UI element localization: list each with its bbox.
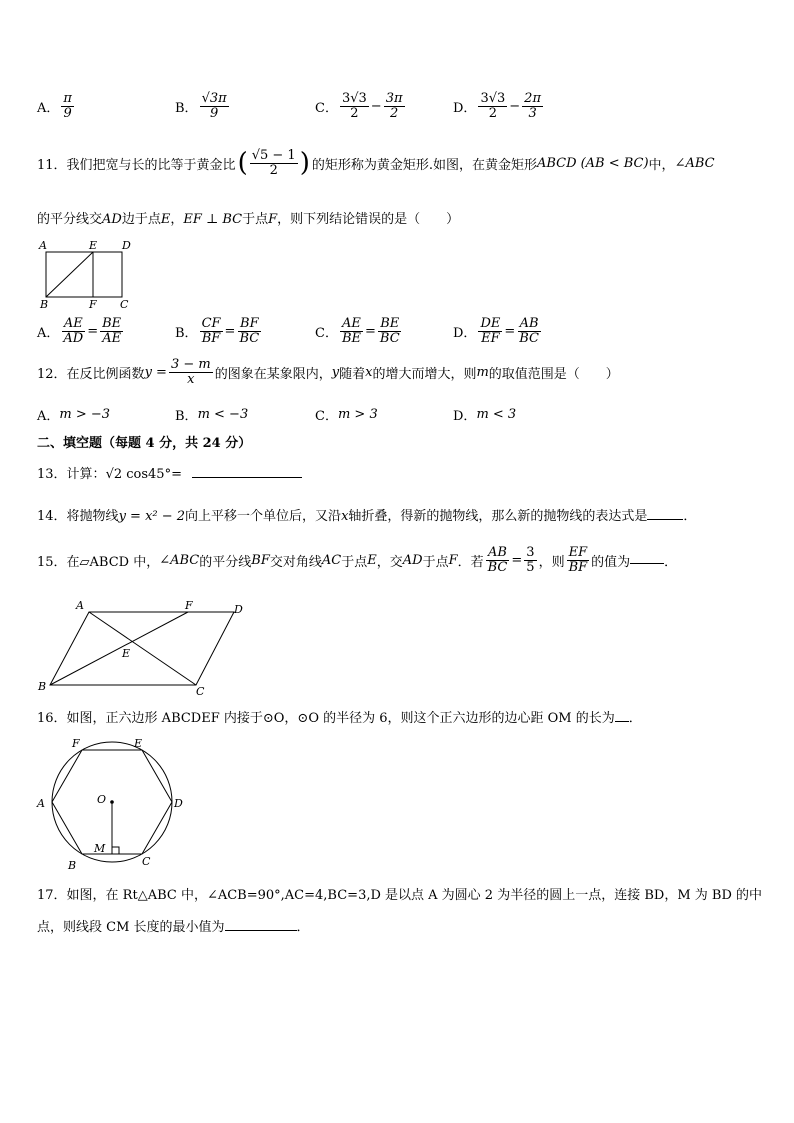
fraction: $\frac{BE}{AE}$ bbox=[102, 316, 122, 346]
option-letter: D． bbox=[453, 325, 477, 341]
segment-bf bbox=[50, 612, 188, 685]
question-number: 17． bbox=[37, 888, 67, 903]
q16-line bbox=[37, 707, 642, 726]
q10-option-c[interactable] bbox=[315, 92, 407, 120]
option-letter: B． bbox=[175, 409, 198, 424]
option-letter: A． bbox=[37, 325, 60, 341]
q15-line bbox=[37, 546, 677, 574]
option-fraction: $\frac{√3\pi}{9}$ bbox=[201, 91, 227, 121]
math-var: x bbox=[365, 364, 373, 380]
question-text: ． bbox=[628, 711, 642, 726]
fraction: $\frac{BE}{BC}$ bbox=[379, 316, 400, 346]
question-number: 11． bbox=[37, 157, 67, 173]
question-text: 轴折叠，得新的抛物线，那么新的抛物线的表达式是 bbox=[348, 509, 648, 524]
label-m: M bbox=[94, 842, 106, 855]
label-e: E bbox=[122, 647, 131, 660]
segment-be bbox=[46, 252, 93, 297]
option-letter: D． bbox=[453, 409, 477, 424]
option-value: m < 3 bbox=[476, 407, 517, 422]
question-text: 的值为 bbox=[591, 554, 631, 570]
question-text: 如图，正六边形 ABCDEF 内接于⊙O，⊙O 的半径为 6，则这个正六边形的边心距 OM 的长为 bbox=[66, 711, 615, 726]
q15-figure-parallelogram bbox=[36, 598, 256, 698]
q17-line1 bbox=[37, 884, 762, 903]
label-a: A bbox=[39, 239, 47, 252]
label-c: C bbox=[142, 855, 151, 868]
question-text: 于点 bbox=[422, 554, 449, 570]
q11-line2 bbox=[37, 208, 459, 227]
center-dot bbox=[110, 800, 114, 804]
math-seg: AD bbox=[402, 552, 423, 568]
paren-left: ( bbox=[237, 148, 248, 178]
math-f: F bbox=[268, 212, 278, 227]
fraction: $\frac{BF}{BC}$ bbox=[239, 316, 260, 346]
fraction: $\frac{AE}{BE}$ bbox=[341, 316, 361, 346]
golden-ratio: $\frac{√5 - 1}{2}$ bbox=[251, 147, 296, 178]
math-var: x bbox=[341, 509, 349, 524]
question-text: 的矩形称为黄金矩形.如图，在黄金矩形 bbox=[311, 157, 537, 173]
diagonal-ac bbox=[89, 612, 196, 685]
question-text: 在▱ABCD 中， bbox=[66, 554, 160, 570]
question-number: 13． bbox=[37, 467, 67, 482]
question-text: 我们把宽与长的比等于黄金比 bbox=[66, 157, 236, 173]
q10-option-b[interactable] bbox=[175, 92, 231, 120]
question-text: 如图，在 Rt△ABC 中，∠ACB=90°,AC=4,BC=3,D 是以点 A 为圆心 2 为半径的圆上一点，连接 BD，M 为 BD 的中 bbox=[66, 888, 763, 903]
math-rect: ABCD bbox=[537, 155, 577, 171]
paren-right: ) bbox=[299, 148, 310, 178]
label-d: D bbox=[234, 603, 243, 616]
question-text: 于点 bbox=[341, 554, 368, 570]
question-text: ， bbox=[170, 212, 184, 227]
math-seg: BF bbox=[251, 552, 270, 568]
label-d: D bbox=[174, 797, 183, 810]
answer-blank[interactable] bbox=[192, 477, 302, 478]
section-title: 二、填空题（每题 4 分，共 24 分） bbox=[37, 436, 252, 451]
label-c: C bbox=[120, 298, 129, 310]
math-y: y = bbox=[144, 364, 167, 380]
option-fraction: $\frac{2\pi}{3}$ bbox=[524, 91, 541, 121]
question-text: ，交 bbox=[376, 554, 403, 570]
math-equation: y = x² − 2 bbox=[118, 509, 186, 524]
answer-blank[interactable] bbox=[615, 721, 629, 722]
label-a: A bbox=[76, 599, 84, 612]
label-o: O bbox=[97, 793, 107, 806]
minus: − bbox=[370, 98, 382, 114]
answer-blank[interactable] bbox=[630, 563, 664, 564]
label-c: C bbox=[196, 685, 205, 698]
fraction: $\frac{AB}{BC}$ bbox=[487, 545, 508, 575]
q12-option-b[interactable] bbox=[175, 405, 248, 424]
question-text: 交对角线 bbox=[269, 554, 322, 570]
math-expression: √2 cos45°= bbox=[105, 467, 182, 482]
math-perp: EF ⊥ BC bbox=[183, 212, 243, 227]
question-text: 向上平移一个单位后，又沿 bbox=[185, 509, 342, 524]
question-text: ．若 bbox=[457, 554, 484, 570]
q16-figure-hexagon bbox=[34, 734, 194, 874]
q14-line bbox=[37, 505, 696, 524]
label-e: E bbox=[89, 239, 98, 252]
question-text: 点，则线段 CM 长度的最小值为 bbox=[37, 920, 225, 935]
label-f: F bbox=[89, 298, 97, 310]
label-e: E bbox=[134, 737, 143, 750]
question-text: 的取值范围是（ ） bbox=[488, 366, 619, 382]
math-var: y bbox=[331, 364, 340, 380]
q11-option-a[interactable]: A． $\frac{AE}{AD}$ = $\frac{BE}{AE}$ bbox=[37, 316, 122, 346]
fraction: $\frac{3}{5}$ bbox=[526, 545, 535, 575]
question-text: 将抛物线 bbox=[66, 509, 119, 524]
option-fraction: $\frac{3\pi}{2}$ bbox=[385, 91, 403, 121]
q11-line1 bbox=[37, 148, 715, 178]
math-point: F bbox=[448, 552, 458, 568]
math-point: E bbox=[367, 552, 377, 568]
rectangle-abcd bbox=[46, 252, 122, 297]
fraction: $\frac{AE}{AD}$ bbox=[63, 316, 84, 346]
answer-blank[interactable] bbox=[647, 519, 683, 520]
answer-blank[interactable] bbox=[225, 930, 297, 931]
option-letter: C． bbox=[315, 409, 338, 424]
label-b: B bbox=[38, 680, 47, 693]
label-b: B bbox=[40, 298, 49, 310]
option-letter: C． bbox=[315, 100, 338, 116]
option-letter: B． bbox=[175, 100, 198, 116]
minus: − bbox=[509, 98, 521, 114]
option-letter: A． bbox=[37, 100, 60, 116]
label-d: D bbox=[122, 239, 131, 252]
option-fraction: $\frac{3√3}{2}$ bbox=[341, 91, 367, 121]
question-text: ． bbox=[296, 920, 310, 935]
question-number: 15． bbox=[37, 554, 67, 570]
fraction: $\frac{DE}{EF}$ bbox=[480, 316, 501, 346]
question-text: 于点 bbox=[242, 212, 269, 227]
fraction: $\frac{3 - m}{x}$ bbox=[170, 357, 211, 387]
math-ad: AD bbox=[102, 212, 122, 227]
q11-option-b[interactable]: B． $\frac{CF}{BF}$ = $\frac{BF}{BC}$ bbox=[175, 316, 260, 346]
option-fraction: $\frac{\pi}{9}$ bbox=[63, 91, 72, 121]
question-text: ． bbox=[664, 554, 678, 570]
q11-option-c[interactable]: C． $\frac{AE}{BE}$ = $\frac{BE}{BC}$ bbox=[315, 316, 400, 346]
label-f: F bbox=[72, 737, 80, 750]
label-a: A bbox=[37, 797, 45, 810]
option-letter: D． bbox=[453, 100, 477, 116]
question-text: 边于点 bbox=[121, 212, 161, 227]
q11-figure-golden-rectangle bbox=[36, 238, 136, 310]
math-angle: ∠ABC bbox=[674, 155, 715, 171]
option-letter: A． bbox=[37, 409, 60, 424]
question-text: 中， bbox=[648, 157, 675, 173]
q12-option-d[interactable] bbox=[453, 405, 516, 424]
question-number: 12． bbox=[37, 366, 67, 382]
q10-option-d[interactable] bbox=[453, 92, 545, 120]
q13-line bbox=[37, 463, 302, 482]
question-text: ． bbox=[683, 509, 697, 524]
option-value: m > 3 bbox=[337, 407, 378, 422]
question-text: 的平分线交 bbox=[37, 212, 103, 227]
q11-option-d[interactable]: D． $\frac{DE}{EF}$ = $\frac{AB}{BC}$ bbox=[453, 316, 540, 346]
question-text: 的图象在某象限内， bbox=[214, 366, 332, 382]
question-text: 的平分线 bbox=[199, 554, 252, 570]
fraction: $\frac{EF}{BF}$ bbox=[568, 545, 588, 575]
fraction: $\frac{CF}{BF}$ bbox=[201, 316, 221, 346]
q12-option-a[interactable] bbox=[37, 405, 110, 424]
equals: = bbox=[511, 552, 523, 568]
math-condition: (AB < BC) bbox=[580, 155, 649, 171]
question-text: 随着 bbox=[339, 366, 366, 382]
math-seg: AC bbox=[321, 552, 342, 568]
question-text: ，则 bbox=[538, 554, 565, 570]
option-fraction: $\frac{3√3}{2}$ bbox=[480, 91, 506, 121]
q17-line2 bbox=[37, 916, 310, 935]
question-text: 在反比例函数 bbox=[66, 366, 145, 382]
math-angle: ∠ABC bbox=[159, 552, 200, 568]
question-text: ，则下列结论错误的是（ ） bbox=[277, 212, 460, 227]
question-text: 的增大而增大，则 bbox=[372, 366, 477, 382]
question-number: 14． bbox=[37, 509, 67, 524]
option-letter: C． bbox=[315, 325, 338, 341]
option-letter: B． bbox=[175, 325, 198, 341]
right-angle-mark bbox=[112, 847, 119, 854]
question-text: 计算： bbox=[66, 467, 106, 482]
question-number: 16． bbox=[37, 711, 67, 726]
q10-option-a[interactable] bbox=[37, 92, 76, 120]
label-f: F bbox=[185, 599, 193, 612]
label-b: B bbox=[68, 859, 77, 872]
q12-line bbox=[37, 358, 619, 386]
option-value: m < −3 bbox=[197, 407, 249, 422]
math-var: m bbox=[476, 364, 489, 380]
q12-option-c[interactable] bbox=[315, 405, 378, 424]
fraction: $\frac{AB}{BC}$ bbox=[519, 316, 540, 346]
math-e: E bbox=[160, 212, 171, 227]
option-value: m > −3 bbox=[59, 407, 111, 422]
